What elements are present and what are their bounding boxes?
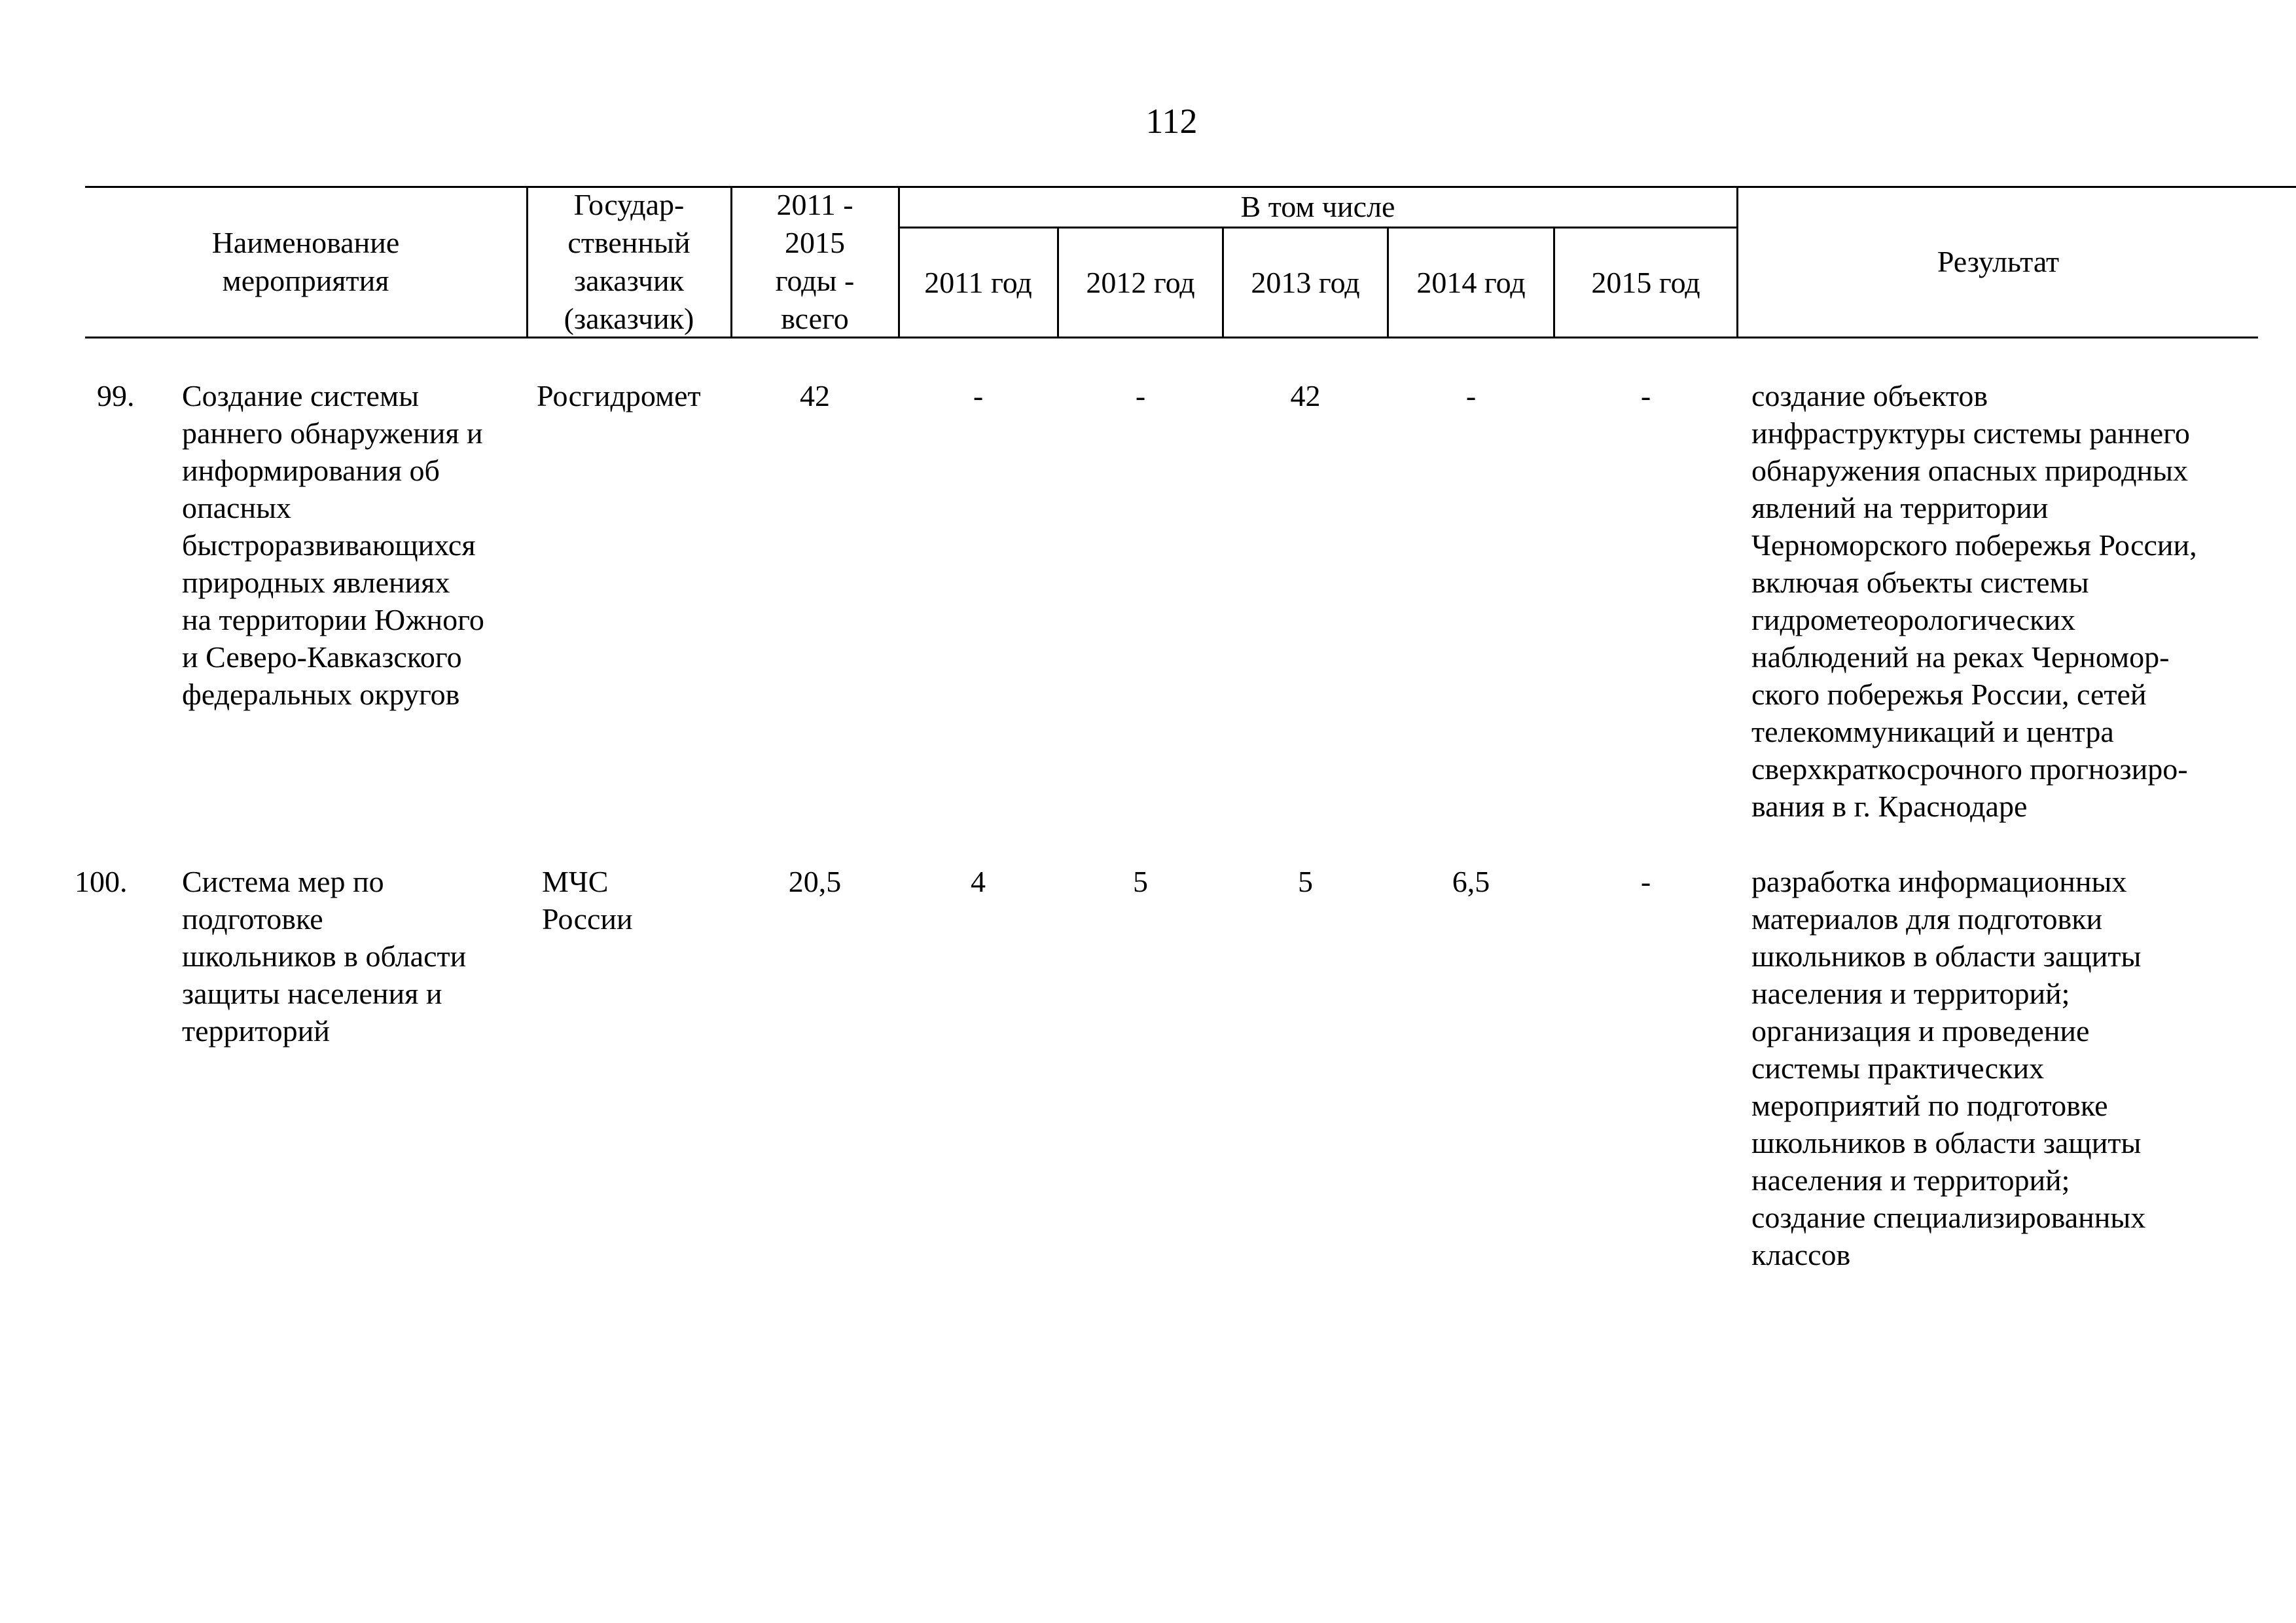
table-row-99-result: создание объектов инфраструктуры системы раннего обнаружения опасных природных явлений на территории Черноморского побережья России, включая объекты системы гидрометеорологических наблюдений на реках Черномор- ского побережья России, сетей телекоммуникаций и центра сверхкраткосрочного прогнозиро- вания в г. Краснодаре [1751,379,2197,823]
table-row-100-result: разработка информационных материалов для подготовки школьников в области защиты населения и территорий; организация и проведение системы практических мероприятий по подготовке школьников в области защиты населения и территорий; создание специализированных классов [1751,865,2146,1271]
page-number: 112 [1145,101,1198,141]
header-including-label: В том числе [1240,190,1395,223]
table-row-100-2011: 4 [971,865,986,898]
table-row-100-num: 100. [75,865,128,898]
table-row-99-2013: 42 [1290,379,1321,412]
header-customer-line: (заказчик) [564,302,694,335]
table-row-100-2012: 5 [1133,865,1148,898]
table-row-99-name: Создание системы раннего обнаружения и информирования об опасных быстроразвивающихся природных явлениях на территории Южного и Северо-Кавказского федеральных округов [182,379,484,711]
header-year-2013: 2013 год [1251,265,1360,299]
table-row-99-2014: - [1465,379,1477,412]
header-total-line: всего [781,302,849,335]
header-year-2014: 2014 год [1416,265,1526,299]
header-name [85,187,526,337]
header-year-2011: 2011 год [924,265,1032,299]
header-total-line: 2015 [785,226,845,259]
table-row-99-2015: - [1640,379,1651,412]
header-customer-line: Государ- [573,188,685,221]
header-bottom-border [85,337,2258,338]
header-total-line: годы - [775,264,855,297]
header-customer-line: заказчик [573,264,684,297]
table-row-100-2015: - [1640,865,1651,898]
header-customer-line: ственный [567,226,691,259]
table-row-100-2014: 6,5 [1452,865,1490,898]
header-name-line: Наименование [211,226,400,259]
header-name-line: мероприятия [222,264,389,297]
table-row-100-2013: 5 [1298,865,1313,898]
header-including [899,187,1736,227]
table-row-99-num: 99. [97,379,135,412]
header-year-2015: 2015 год [1591,265,1700,299]
table-row-99-total: 42 [800,379,830,412]
header-total-line: 2011 - [776,188,853,221]
table-row-99-2012: - [1135,379,1146,412]
header-total [732,187,898,337]
table-row-100-name: Система мер по подготовке школьников в области защиты населения и территорий [182,865,467,1048]
table-row-99-customer: Росгидромет [537,379,701,412]
table-row-100-customer: МЧС России [542,865,633,936]
table-row-99-2011: - [973,379,984,412]
header-customer [528,187,730,337]
header-year-2012: 2012 год [1086,265,1195,299]
table-row-100-total: 20,5 [788,865,842,898]
header-result: Результат [1937,245,2060,278]
